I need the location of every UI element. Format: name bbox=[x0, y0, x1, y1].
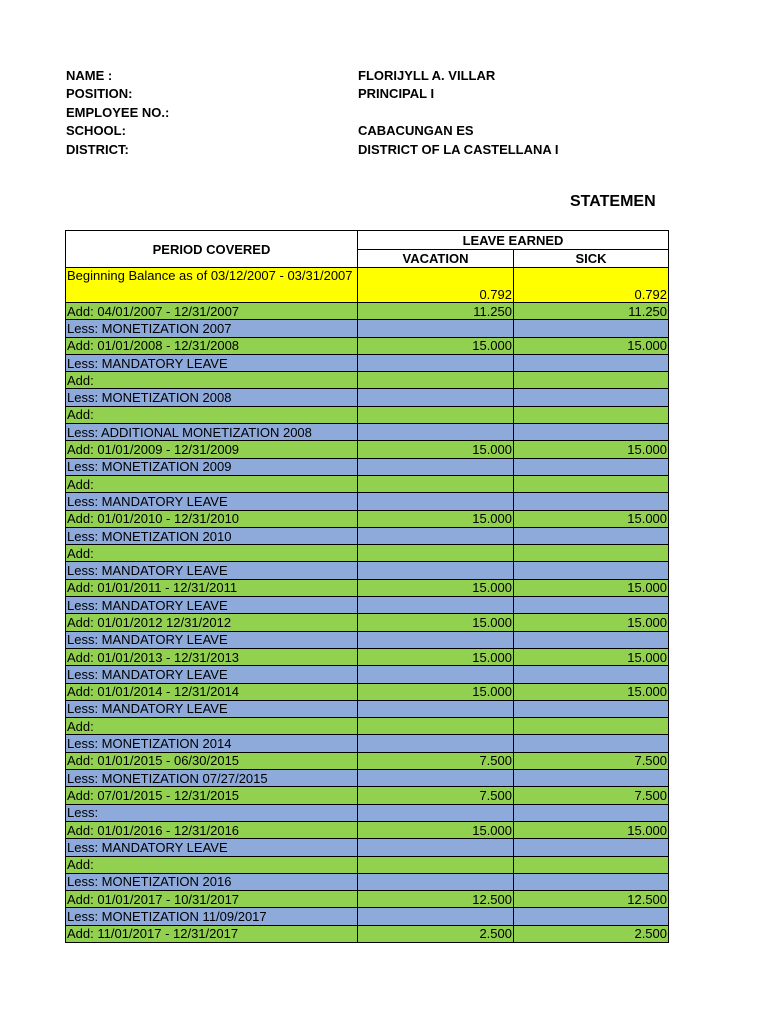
vacation-cell: 7.500 bbox=[358, 752, 514, 769]
period-cell: Less: MANDATORY LEAVE bbox=[66, 839, 358, 856]
period-cell: Less: MANDATORY LEAVE bbox=[66, 700, 358, 717]
vacation-cell: 15.000 bbox=[358, 441, 514, 458]
sick-cell bbox=[514, 839, 669, 856]
vacation-cell bbox=[358, 389, 514, 406]
period-cell: Less: MONETIZATION 2010 bbox=[66, 527, 358, 544]
period-cell: Less: MONETIZATION 11/09/2017 bbox=[66, 908, 358, 925]
table-row bbox=[66, 770, 669, 787]
period-cell: Less: MANDATORY LEAVE bbox=[66, 597, 358, 614]
period-cell: Less: MANDATORY LEAVE bbox=[66, 493, 358, 510]
vacation-cell bbox=[358, 527, 514, 544]
sick-cell: 15.000 bbox=[514, 579, 669, 596]
sick-cell bbox=[514, 545, 669, 562]
period-cell: Less: MONETIZATION 2009 bbox=[66, 458, 358, 475]
vacation-cell bbox=[358, 908, 514, 925]
period-cell: Add: 01/01/2017 - 10/31/2017 bbox=[66, 891, 358, 908]
table-row bbox=[66, 527, 669, 544]
sick-cell bbox=[514, 372, 669, 389]
sick-cell: 15.000 bbox=[514, 683, 669, 700]
period-cell: Add: bbox=[66, 372, 358, 389]
sick-cell bbox=[514, 700, 669, 717]
vacation-cell: 15.000 bbox=[358, 648, 514, 665]
table-row bbox=[66, 856, 669, 873]
position-label: POSITION: bbox=[66, 86, 133, 102]
sick-cell bbox=[514, 354, 669, 371]
sick-cell bbox=[514, 631, 669, 648]
vacation-cell bbox=[358, 354, 514, 371]
period-cell: Beginning Balance as of 03/12/2007 - 03/31/2007 bbox=[66, 268, 358, 303]
sick-cell bbox=[514, 770, 669, 787]
table-row bbox=[66, 562, 669, 579]
period-cell: Add: 01/01/2013 - 12/31/2013 bbox=[66, 648, 358, 665]
vacation-cell: 15.000 bbox=[358, 683, 514, 700]
table-row bbox=[66, 458, 669, 475]
table-row bbox=[66, 320, 669, 337]
vacation-cell bbox=[358, 873, 514, 890]
period-cell: Add: 01/01/2011 - 12/31/2011 bbox=[66, 579, 358, 596]
employee-info-block bbox=[66, 66, 686, 159]
sick-cell bbox=[514, 804, 669, 821]
period-cell: Add: bbox=[66, 475, 358, 492]
table-row bbox=[66, 666, 669, 683]
period-cell: Add: bbox=[66, 545, 358, 562]
table-row bbox=[66, 891, 669, 908]
table-row bbox=[66, 839, 669, 856]
sick-cell bbox=[514, 475, 669, 492]
period-cell: Less: bbox=[66, 804, 358, 821]
vacation-cell: 15.000 bbox=[358, 614, 514, 631]
period-cell: Less: MANDATORY LEAVE bbox=[66, 562, 358, 579]
period-cell: Less: MONETIZATION 2007 bbox=[66, 320, 358, 337]
table-row bbox=[66, 441, 669, 458]
vacation-cell bbox=[358, 856, 514, 873]
leave-ledger-table bbox=[65, 230, 669, 943]
vacation-cell bbox=[358, 320, 514, 337]
sick-cell: 11.250 bbox=[514, 303, 669, 320]
table-row bbox=[66, 700, 669, 717]
period-cell: Add: 07/01/2015 - 12/31/2015 bbox=[66, 787, 358, 804]
vacation-cell bbox=[358, 424, 514, 441]
vacation-cell bbox=[358, 631, 514, 648]
vacation-cell: 2.500 bbox=[358, 925, 514, 942]
period-cell: Less: MANDATORY LEAVE bbox=[66, 631, 358, 648]
sick-cell bbox=[514, 389, 669, 406]
table-row bbox=[66, 372, 669, 389]
vacation-cell bbox=[358, 700, 514, 717]
employee-no-label: EMPLOYEE NO.: bbox=[66, 104, 170, 120]
period-cell: Add: 01/01/2014 - 12/31/2014 bbox=[66, 683, 358, 700]
vacation-cell bbox=[358, 372, 514, 389]
district-label: DISTRICT: bbox=[66, 141, 129, 157]
table-row bbox=[66, 735, 669, 752]
vacation-cell bbox=[358, 406, 514, 423]
ledger-body bbox=[66, 268, 669, 943]
table-row bbox=[66, 631, 669, 648]
table-row bbox=[66, 545, 669, 562]
table-row bbox=[66, 718, 669, 735]
period-cell: Add: 01/01/2008 - 12/31/2008 bbox=[66, 337, 358, 354]
vacation-cell: 0.792 bbox=[358, 268, 514, 303]
table-row bbox=[66, 493, 669, 510]
sick-cell: 12.500 bbox=[514, 891, 669, 908]
info-row-position bbox=[66, 85, 686, 104]
period-cell: Add: bbox=[66, 406, 358, 423]
sick-cell bbox=[514, 320, 669, 337]
period-cell: Less: MANDATORY LEAVE bbox=[66, 354, 358, 371]
table-row bbox=[66, 337, 669, 354]
info-row-school bbox=[66, 122, 686, 141]
sick-cell: 15.000 bbox=[514, 441, 669, 458]
sick-cell: 15.000 bbox=[514, 510, 669, 527]
info-row-employee-no bbox=[66, 103, 686, 122]
name-value: FLORIJYLL A. VILLAR bbox=[358, 67, 496, 83]
sick-cell: 15.000 bbox=[514, 614, 669, 631]
period-cell: Add: bbox=[66, 718, 358, 735]
sick-cell bbox=[514, 873, 669, 890]
vacation-cell: 11.250 bbox=[358, 303, 514, 320]
vacation-cell bbox=[358, 475, 514, 492]
vacation-cell bbox=[358, 735, 514, 752]
period-cell: Add: 04/01/2007 - 12/31/2007 bbox=[66, 303, 358, 320]
vacation-cell bbox=[358, 597, 514, 614]
table-row bbox=[66, 424, 669, 441]
sick-cell: 7.500 bbox=[514, 752, 669, 769]
district-value: DISTRICT OF LA CASTELLANA I bbox=[358, 141, 559, 157]
period-cell: Less: MONETIZATION 2016 bbox=[66, 873, 358, 890]
header-row-top bbox=[66, 231, 669, 250]
table-row bbox=[66, 510, 669, 527]
statement-title: STATEMEN bbox=[570, 193, 656, 210]
table-row bbox=[66, 354, 669, 371]
sick-cell: 15.000 bbox=[514, 648, 669, 665]
table-row bbox=[66, 752, 669, 769]
sick-cell bbox=[514, 493, 669, 510]
vacation-cell: 15.000 bbox=[358, 579, 514, 596]
table-row bbox=[66, 303, 669, 320]
table-row bbox=[66, 804, 669, 821]
info-row-district bbox=[66, 140, 686, 159]
vacation-cell: 7.500 bbox=[358, 787, 514, 804]
vacation-cell: 15.000 bbox=[358, 510, 514, 527]
sick-cell bbox=[514, 458, 669, 475]
period-cell: Add: bbox=[66, 856, 358, 873]
vacation-cell bbox=[358, 770, 514, 787]
sick-cell: 7.500 bbox=[514, 787, 669, 804]
period-cell: Add: 11/01/2017 - 12/31/2017 bbox=[66, 925, 358, 942]
table-row bbox=[66, 406, 669, 423]
vacation-cell bbox=[358, 545, 514, 562]
period-covered-header: PERIOD COVERED bbox=[66, 231, 358, 268]
period-cell: Add: 01/01/2010 - 12/31/2010 bbox=[66, 510, 358, 527]
table-row bbox=[66, 268, 669, 303]
period-cell: Add: 01/01/2015 - 06/30/2015 bbox=[66, 752, 358, 769]
table-row bbox=[66, 579, 669, 596]
period-cell: Add: 01/01/2016 - 12/31/2016 bbox=[66, 821, 358, 838]
table-row bbox=[66, 389, 669, 406]
sick-cell: 15.000 bbox=[514, 337, 669, 354]
sick-cell bbox=[514, 562, 669, 579]
name-label: NAME : bbox=[66, 67, 113, 83]
sick-cell bbox=[514, 666, 669, 683]
leave-earned-header: LEAVE EARNED bbox=[358, 231, 669, 250]
sick-header: SICK bbox=[514, 250, 669, 268]
school-value: CABACUNGAN ES bbox=[358, 123, 474, 139]
table-row bbox=[66, 475, 669, 492]
vacation-cell: 15.000 bbox=[358, 337, 514, 354]
table-row bbox=[66, 787, 669, 804]
sick-cell bbox=[514, 856, 669, 873]
position-value: PRINCIPAL I bbox=[358, 86, 435, 102]
sick-cell bbox=[514, 718, 669, 735]
sick-cell bbox=[514, 597, 669, 614]
sick-cell bbox=[514, 527, 669, 544]
table-row bbox=[66, 925, 669, 942]
vacation-cell bbox=[358, 493, 514, 510]
vacation-header: VACATION bbox=[358, 250, 514, 268]
period-cell: Less: MONETIZATION 2008 bbox=[66, 389, 358, 406]
school-label: SCHOOL: bbox=[66, 123, 126, 139]
vacation-cell: 12.500 bbox=[358, 891, 514, 908]
info-row-name bbox=[66, 66, 686, 85]
table-row bbox=[66, 597, 669, 614]
period-cell: Less: MANDATORY LEAVE bbox=[66, 666, 358, 683]
period-cell: Less: MONETIZATION 07/27/2015 bbox=[66, 770, 358, 787]
table-row bbox=[66, 648, 669, 665]
vacation-cell bbox=[358, 804, 514, 821]
sick-cell bbox=[514, 735, 669, 752]
vacation-cell bbox=[358, 718, 514, 735]
sick-cell: 0.792 bbox=[514, 268, 669, 303]
sick-cell: 2.500 bbox=[514, 925, 669, 942]
vacation-cell bbox=[358, 562, 514, 579]
table-row bbox=[66, 614, 669, 631]
period-cell: Add: 01/01/2009 - 12/31/2009 bbox=[66, 441, 358, 458]
table-row bbox=[66, 683, 669, 700]
period-cell: Less: ADDITIONAL MONETIZATION 2008 bbox=[66, 424, 358, 441]
period-cell: Less: MONETIZATION 2014 bbox=[66, 735, 358, 752]
vacation-cell bbox=[358, 839, 514, 856]
table-row bbox=[66, 821, 669, 838]
vacation-cell bbox=[358, 666, 514, 683]
sick-cell bbox=[514, 908, 669, 925]
sick-cell bbox=[514, 424, 669, 441]
table-row bbox=[66, 873, 669, 890]
vacation-cell: 15.000 bbox=[358, 821, 514, 838]
sick-cell bbox=[514, 406, 669, 423]
vacation-cell bbox=[358, 458, 514, 475]
table-row bbox=[66, 908, 669, 925]
period-cell: Add: 01/01/2012 12/31/2012 bbox=[66, 614, 358, 631]
sick-cell: 15.000 bbox=[514, 821, 669, 838]
